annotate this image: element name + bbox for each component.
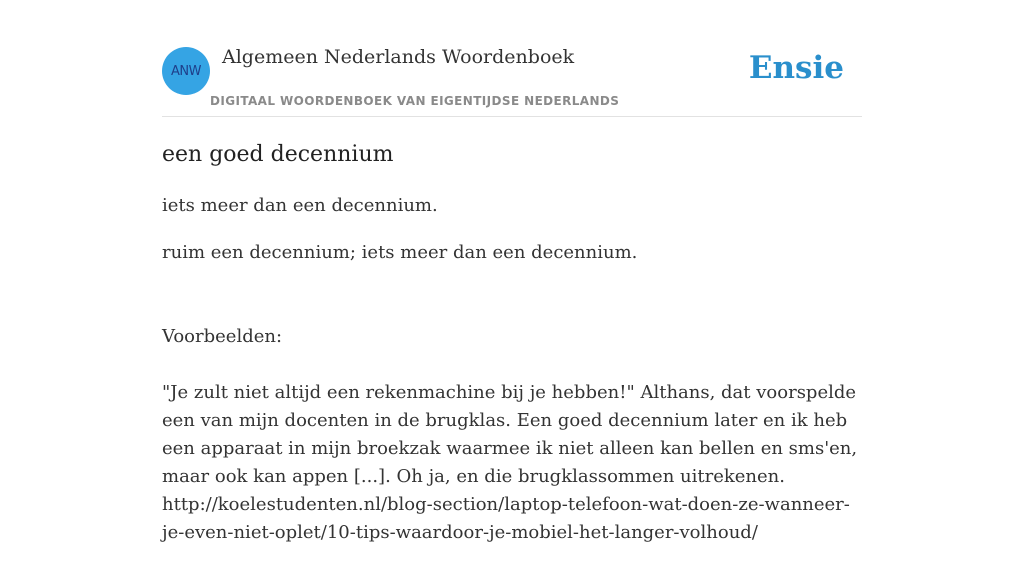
site-title[interactable]: Algemeen Nederlands Woordenboek <box>222 46 575 68</box>
entry-term: een goed decennium <box>162 142 394 167</box>
anw-logo[interactable]: ANW <box>162 47 210 95</box>
site-subtitle: DIGITAAL WOORDENBOEK VAN EIGENTIJDSE NEDERLANDS <box>210 94 620 108</box>
entry-content <box>162 138 862 575</box>
site-header <box>162 0 862 117</box>
ensie-brand-link[interactable]: Ensie <box>748 50 844 86</box>
example-text: "Je zult niet altijd een rekenmachine bij je hebben!" Althans, dat voorspelde een van mijn docenten in de brugklas. Een goed decennium later en ik heb een apparaat in mijn broekzak waarmee ik niet alleen kan bellen en sms'en, maar ook kan appen [...]. Oh ja, en die brugklassommen uitrekenen. http://koelestudenten.nl/blog-section/laptop-telefoon-wat-doen-ze-wanneer-je-even-niet-oplet/10-tips-waardoor-je-mobiel-het-langer-volhoud/ <box>162 382 858 543</box>
examples-section <box>162 295 862 575</box>
examples-label: Voorbeelden: <box>162 326 283 347</box>
definition-1: iets meer dan een decennium. <box>162 195 438 216</box>
definition-2: ruim een decennium; iets meer dan een decennium. <box>162 242 638 263</box>
